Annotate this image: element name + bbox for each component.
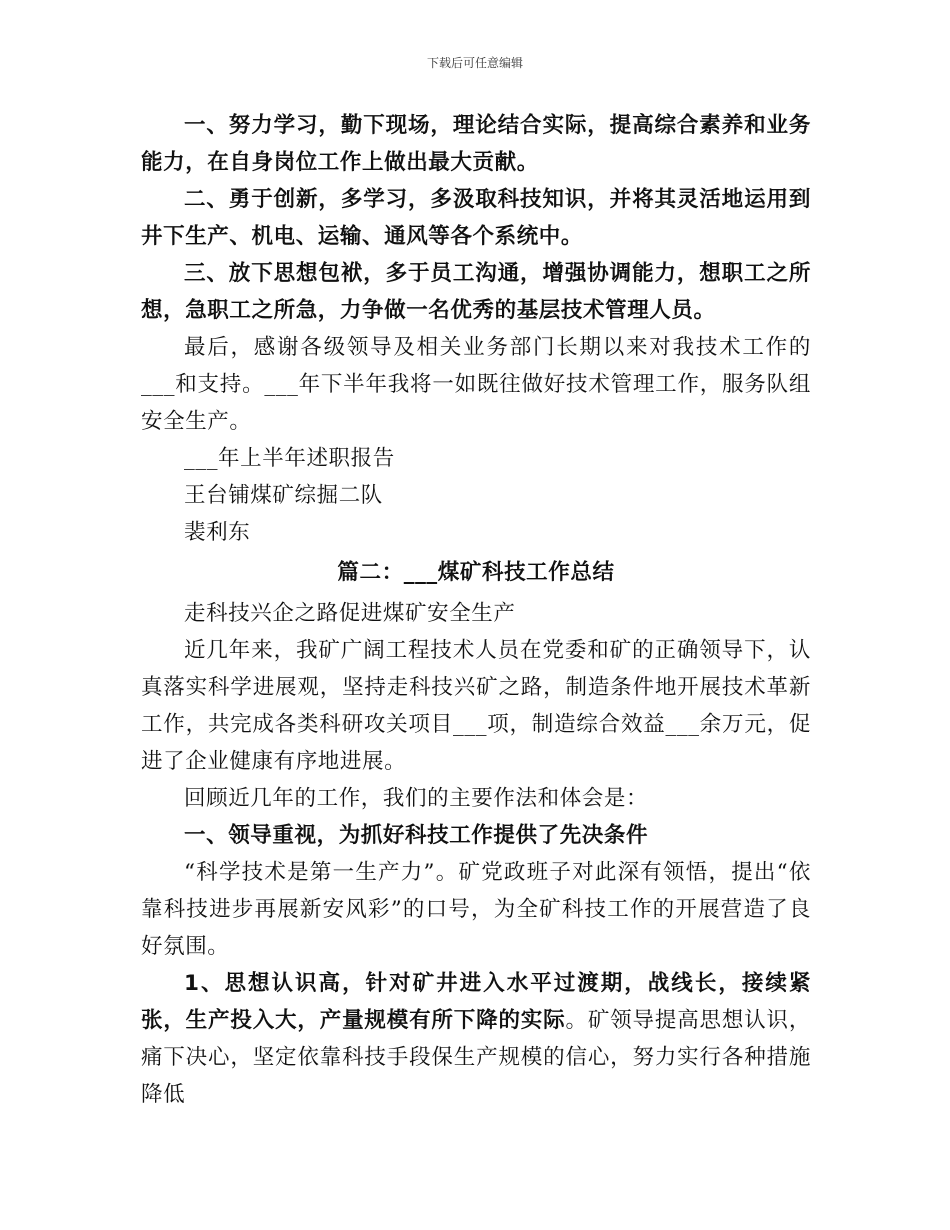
- paragraph-point-3: 三、放下思想包袱，多于员工沟通，增强协调能力，想职工之所想，急职工之所急，力争做一名优秀的基层技术管理人员。: [141, 261, 811, 323]
- report-title-line: ___年上半年述职报告: [184, 446, 395, 471]
- paragraph-intro: 近几年来，我矿广阔工程技术人员在党委和矿的正确领导下，认真落实科学进展观，坚持走科技兴矿之路，制造条件地开展技术革新工作，共完成各类科研攻关项目___项，制造综合效益___余万元，促进了企业健康有序地进展。: [141, 638, 811, 774]
- section-title: 篇二：___煤矿科技工作总结: [337, 560, 615, 585]
- document-body: [141, 107, 811, 1113]
- page-header: 下载后可任意编辑: [426, 56, 523, 70]
- paragraph-point-2: 二、勇于创新，多学习，多汲取科技知识，并将其灵活地运用到井下生产、机电、运输、通风等各个系统中。: [141, 187, 811, 249]
- subtitle-line: 走科技兴企之路促进煤矿安全生产: [184, 601, 516, 626]
- paragraph-thinking-bold: 1、思想认识高，针对矿井进入水平过渡期，战线长，接续紧张，生产投入大，产量规模有所下降的实际: [141, 971, 811, 1033]
- unit-name-line: 王台铺煤矿综掘二队: [184, 483, 383, 508]
- paragraph-slogan: “科学技术是第一生产力”。矿党政班子对此深有领悟，提出“依靠科技进步再展新安风彩”的口号，为全矿科技工作的开展营造了良好氛围。: [141, 860, 811, 959]
- paragraph-thinking-rest: 。矿领导提高思想认识，痛下决心，坚定依靠科技手段保生产规模的信心，努力实行各种措施降低: [141, 1008, 811, 1107]
- paragraph-review: 回顾近几年的工作，我们的主要作法和体会是：: [184, 786, 649, 811]
- paragraph-closing: 最后，感谢各级领导及相关业务部门长期以来对我技术工作的___和支持。___年下半年我将一如既往做好技术管理工作，服务队组安全生产。: [141, 335, 811, 434]
- paragraph-point-1: 一、努力学习，勤下现场，理论结合实际，提高综合素养和业务能力，在自身岗位工作上做出最大贡献。: [141, 113, 811, 175]
- paragraph-thinking: [141, 965, 811, 1113]
- author-name-line: 裴利东: [184, 520, 251, 545]
- heading-point-1: 一、领导重视，为抓好科技工作提供了先决条件: [184, 823, 649, 848]
